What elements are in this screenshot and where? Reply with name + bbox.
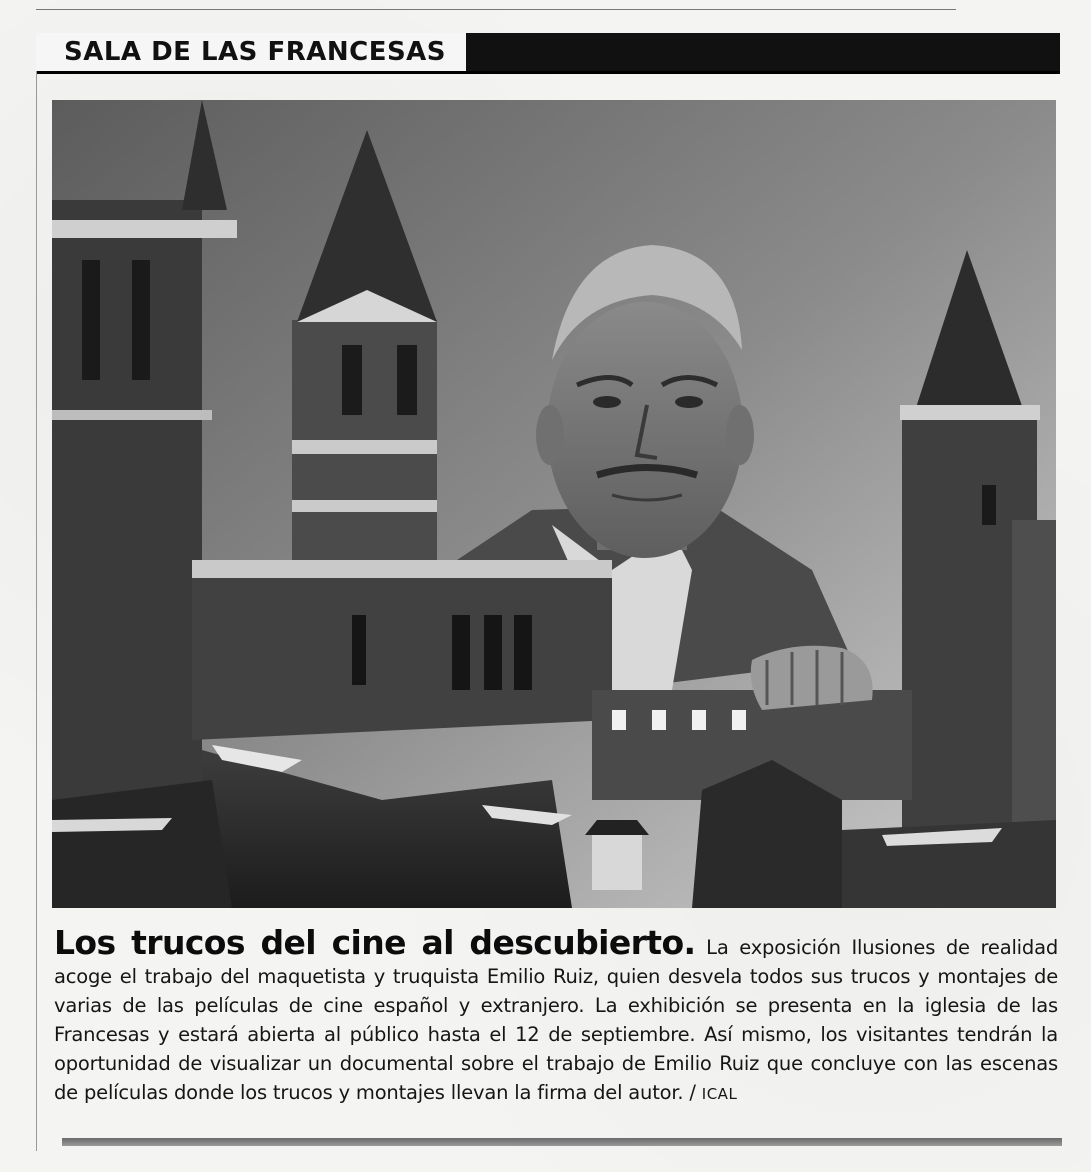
- photo-caption: [54, 923, 1058, 1109]
- caption-headline: Los trucos del cine al descubierto.: [54, 923, 696, 962]
- news-photo: [52, 100, 1056, 908]
- top-rule: [36, 9, 956, 10]
- caption-body: La exposición Ilusiones de realidad acoge el trabajo del maquetista y truquista Emilio Ruiz, quien desvela todos sus trucos y montajes de varias de las películas de cine español y extranjero. La exhibición se presenta en la iglesia de las Francesas y estará abierta al público hasta el 12 de septiembre. Así mismo, los visitantes tendrán la oportunidad de visualizar un documental sobre el trabajo de Emilio Ruiz que concluye con las escenas de películas donde los trucos y montajes llevan la firma del autor. /: [54, 936, 1058, 1104]
- photo-emilio-ruiz-with-miniature-model: [52, 100, 1056, 908]
- column-rule: [36, 71, 37, 1151]
- caption-credit: ICAL: [701, 1085, 738, 1103]
- section-header: [36, 33, 1060, 74]
- section-title: SALA DE LAS FRANCESAS: [36, 33, 466, 71]
- bottom-rule: [62, 1138, 1062, 1146]
